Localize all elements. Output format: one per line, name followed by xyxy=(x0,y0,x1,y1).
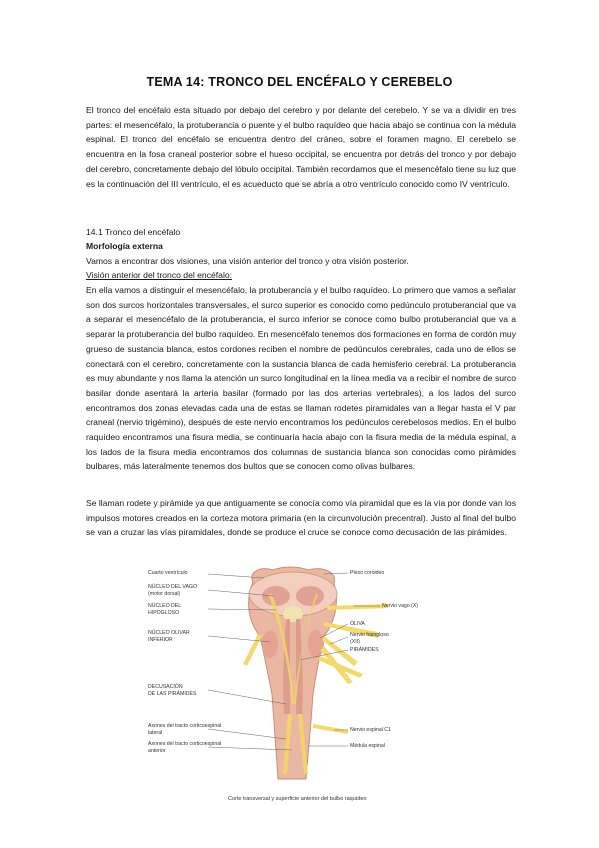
paragraph-intro: El tronco del encéfalo esta situado por debajo del cerebro y por delante del cerebelo. Y se va a dividir en tres partes: el mesencéfalo, la protuberancia o puente y el bulbo raquídeo que hacia abajo se continua con la médula espinal. El tronco del encéfalo se encuentra dentro del cráneo, sobre el foramen magno. El cerebelo se encuentra en la fosa craneal posterior sobre el hueso occipital, se encuentra por detrás del tronco y por debajo del cerebro, concretamente debajo del lóbulo occipital. También recordamos que el mesencéfalo tiene su luz que es la continuación del III ventrículo, el es acueducto que se abría a otro ventrículo conocido como IV ventrículo. xyxy=(86,105,516,189)
section-title: 14.1 Tronco del encéfalo xyxy=(86,227,181,237)
label-tracto-anterior: Axones del tracto corticoespinal anterior xyxy=(148,741,222,754)
label-cuarto-ventriculo: Cuarto ventrículo xyxy=(148,570,188,576)
page-title: TEMA 14: TRONCO DEL ENCÉFALO Y CEREBELO xyxy=(146,75,453,89)
label-nervio-vago: Nervio vago (X) xyxy=(382,603,419,609)
label-nervio-hipogloso: Nervio hipogloso (XII) xyxy=(350,632,389,645)
figure-caption: Corte transversal y superficie anterior del bulbo raquídeo xyxy=(228,796,367,802)
label-oliva: OLIVA xyxy=(350,621,365,627)
label-medula-espinal: Médula espinal xyxy=(350,743,385,749)
intro-line: Vamos a encontrar dos visiones, una visión anterior del tronco y otra visión posterior. xyxy=(86,256,409,266)
label-nucleo-vago: NÚCLEO DEL VAGO (motor dorsal) xyxy=(148,584,198,597)
label-decusacion: DECUSACIÓN DE LAS PIRÁMIDES xyxy=(148,684,197,697)
paragraph-pyramids: Se llaman rodete y pirámide ya que antiguamente se conocía como vía piramidal que es la vía por donde van los impulsos motores creados en la corteza motora primaria (en la circunvolución precentral). Justo al final del bulbo se van a cruzar las vías piramidales, donde se produce el cruce se conoce como decusación de las pirámides. xyxy=(86,498,516,538)
label-tracto-lateral: Axones del tracto corticoespinal lateral xyxy=(148,723,222,736)
underlined-heading: Visión anterior del tronco del encéfalo: xyxy=(86,270,233,280)
label-plexo-coroideo: Plexo coroideo xyxy=(350,570,385,576)
label-nervio-espinal: Nervio espinal C1 xyxy=(350,727,391,733)
subsection-title: Morfología externa xyxy=(86,241,163,251)
label-piramides: PIRÁMIDES xyxy=(350,647,379,653)
paragraph-anterior-view: En ella vamos a distinguir el mesencéfalo, la protuberancia y el bulbo raquídeo. Lo primero que vamos a señalar son dos surcos horizontales transversales, el surco superior es conocido como pedúnculo protuberancial que va a separar el mesencéfalo de la protuberancia, el surco inferior se conoce como bulbo protuberancial que va a separar la protuberancia del bulbo raquídeo. En mesencéfalo tenemos dos formaciones en forma de cordón muy grueso de sustancia blanca, estos cordones reciben el nombre de pedúnculos cerebrales, cada uno de ellos se conectará con el cerebro, concretamente con la sustancia blanca de cada hemisferio cerebral. La protuberancia es muy abundante y nos llama la atención un surco longitudinal en la línea media va a recibir el nombre de surco basilar donde asentará la arteria basilar (formado por las dos arterias vertebrales), a los lados del surco encontramos dos zonas elevadas cada una de estas se llaman rodetes piramidales van a llegar hasta el V par craneal (nervio trigémino), después de este nervio encontramos los pedúnculos cerebelosos medios. En el bulbo raquídeo encontramos una fisura media, se continuaría hacia abajo con la fisura media de la médula espinal, a los lados de la fisura media encontramos dos columnas de sustancia blanca son conocidas como pirámides bulbares, más lateralmente tenemos dos bultos que se conocen como olivas bulbares. xyxy=(86,285,516,472)
label-nucleo-olivar: NÚCLEO OLIVAR INFERIOR xyxy=(148,630,190,643)
brainstem-illustration xyxy=(148,564,450,786)
label-nucleo-hipogloso: NÚCLEO DEL HIPOGLOSO xyxy=(148,603,182,616)
